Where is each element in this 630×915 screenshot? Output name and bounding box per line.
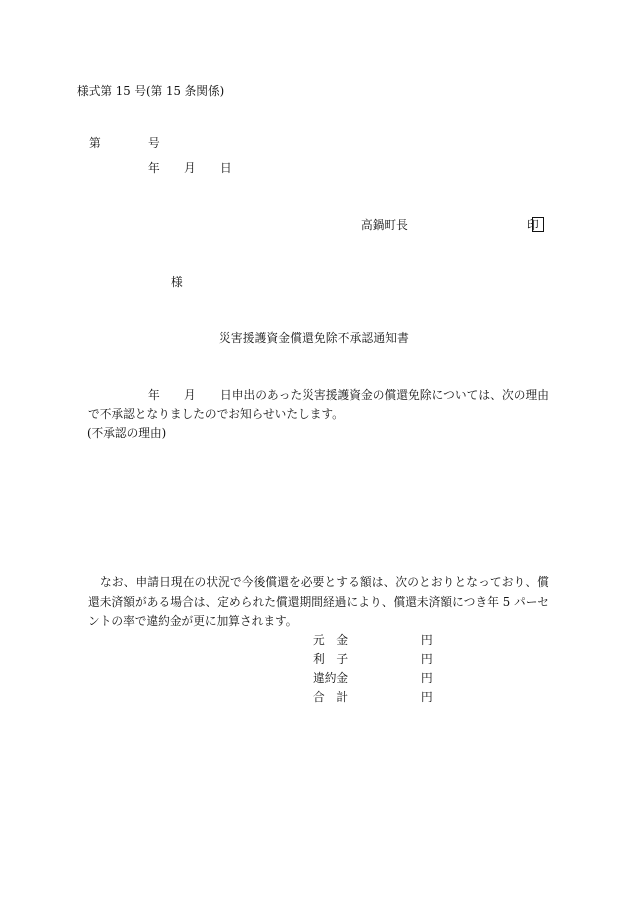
issue-date-day: 日 <box>220 161 232 175</box>
issuer-name: 高鍋町長 <box>361 218 408 232</box>
notice-date-month: 月 <box>184 388 196 402</box>
document-number-prefix: 第 <box>89 136 101 150</box>
amount-label: 合 計 <box>313 690 349 704</box>
form-number-label: 様式第 15 号(第 15 条関係) <box>77 84 225 98</box>
issue-date-month: 月 <box>184 161 196 175</box>
reason-heading: (不承認の理由) <box>87 426 167 440</box>
issue-date-year: 年 <box>148 161 160 175</box>
supplement-line: 還未済額がある場合は、定められた償還期間経過により、償還未済額につき年 5 パーセ <box>88 595 549 609</box>
seal-mark: 印 <box>527 218 539 232</box>
notice-date-year: 年 <box>148 388 160 402</box>
document-title: 災害援護資金償還免除不承認通知書 <box>219 331 409 345</box>
amount-label: 元 金 <box>313 633 349 647</box>
amount-unit: 円 <box>421 671 433 685</box>
amount-unit: 円 <box>421 652 433 666</box>
supplement-line: なお、申請日現在の状況で今後償還を必要とする額は、次のとおりとなっており、償 <box>100 575 549 589</box>
seal-frame <box>532 217 544 232</box>
notice-line: 日申出のあった災害援護資金の償還免除については、次の理由 <box>220 388 549 402</box>
supplement-line: ントの率で違約金が更に加算されます。 <box>88 614 298 628</box>
amount-label: 利 子 <box>313 652 349 666</box>
addressee-honorific: 様 <box>171 275 183 289</box>
amount-label: 違約金 <box>313 671 349 685</box>
notice-line: で不承認となりましたのでお知らせいたします。 <box>88 407 344 421</box>
reason-area <box>88 446 548 564</box>
document-number-suffix: 号 <box>148 136 160 150</box>
amount-unit: 円 <box>421 633 433 647</box>
amount-unit: 円 <box>421 690 433 704</box>
